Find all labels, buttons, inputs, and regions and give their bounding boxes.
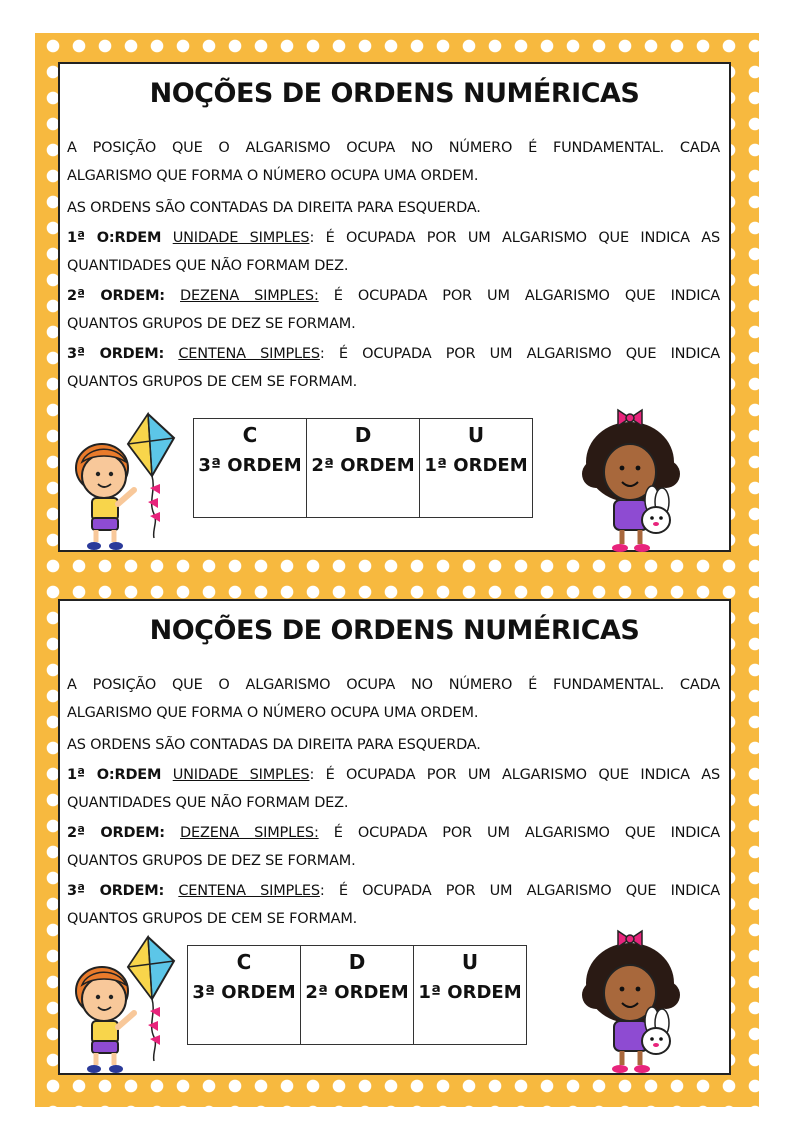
girl-with-bunny-illustration: [582, 404, 684, 554]
order-3-name: CENTENA SIMPLES: [178, 883, 320, 899]
boy-with-kite-illustration: [68, 933, 180, 1075]
order-2-paragraph: [67, 819, 720, 875]
order-1-description: : É OCUPADA POR UM ALGARISMO QUE INDICA AS: [309, 767, 720, 783]
header-cell-u: U: [420, 419, 533, 456]
order-2-line-2: QUANTOS GRUPOS DE DEZ SE FORMAM.: [67, 853, 356, 869]
order-2-paragraph: [67, 282, 720, 338]
order-3-line-2: QUANTOS GRUPOS DE CEM SE FORMAM.: [67, 374, 358, 390]
order-2-line-2: QUANTOS GRUPOS DE DEZ SE FORMAM.: [67, 316, 356, 332]
order-cell-3: 3ª ORDEM: [188, 982, 301, 1045]
direction-paragraph: [67, 731, 720, 759]
order-3-name: CENTENA SIMPLES: [178, 346, 320, 362]
order-3-paragraph: [67, 340, 720, 396]
order-cell-3: 3ª ORDEM: [194, 455, 307, 518]
order-1-line-2: QUANTIDADES QUE NÃO FORMAM DEZ.: [67, 795, 349, 811]
card-title: NOÇÕES DE ORDENS NUMÉRICAS: [149, 615, 640, 646]
order-2-label: 2ª ORDEM:: [67, 825, 165, 841]
header-cell-c: C: [194, 419, 307, 456]
intro-paragraph: [67, 671, 720, 727]
order-1-line-1: [67, 761, 720, 789]
card-body: [67, 671, 720, 933]
direction-line: AS ORDENS SÃO CONTADAS DA DIREITA PARA ESQUERDA.: [67, 737, 481, 753]
order-1-paragraph: [67, 224, 720, 280]
order-3-label: 3ª ORDEM:: [67, 346, 165, 362]
order-2-label: 2ª ORDEM:: [67, 288, 165, 304]
order-2-line-1: [67, 282, 720, 310]
order-3-label: 3ª ORDEM:: [67, 883, 165, 899]
card-body: [67, 134, 720, 396]
order-cell-1: 1ª ORDEM: [414, 982, 527, 1045]
order-1-line-2: QUANTIDADES QUE NÃO FORMAM DEZ.: [67, 258, 349, 274]
order-1-line-1: [67, 224, 720, 252]
intro-line-1: A POSIÇÃO QUE O ALGARISMO OCUPA NO NÚMERO É FUNDAMENTAL. CADA: [67, 677, 720, 693]
order-2-description: É OCUPADA POR UM ALGARISMO QUE INDICA: [318, 288, 720, 304]
girl-with-bunny-illustration: [582, 925, 684, 1075]
card-2: [58, 599, 731, 1075]
intro-line-2: ALGARISMO QUE FORMA O NÚMERO OCUPA UMA ORDEM.: [67, 168, 479, 184]
boy-with-kite-illustration: [68, 410, 180, 552]
order-3-line-1: [67, 340, 720, 368]
intro-paragraph: [67, 134, 720, 190]
header-cell-d: D: [307, 419, 420, 456]
orders-table: [193, 418, 533, 518]
order-cell-2: 2ª ORDEM: [301, 982, 414, 1045]
card-title: NOÇÕES DE ORDENS NUMÉRICAS: [149, 78, 640, 109]
order-2-name: DEZENA SIMPLES:: [180, 825, 319, 841]
order-1-name: UNIDADE SIMPLES: [172, 230, 310, 246]
order-1-label: 1ª O:RDEM: [67, 767, 162, 783]
direction-paragraph: [67, 194, 720, 222]
order-cell-1: 1ª ORDEM: [420, 455, 533, 518]
order-3-line-1: [67, 877, 720, 905]
direction-line: AS ORDENS SÃO CONTADAS DA DIREITA PARA ESQUERDA.: [67, 200, 481, 216]
orders-table: [187, 945, 527, 1045]
card-1: [58, 62, 731, 552]
order-1-paragraph: [67, 761, 720, 817]
header-cell-u: U: [414, 946, 527, 983]
order-2-line-1: [67, 819, 720, 847]
order-cell-2: 2ª ORDEM: [307, 455, 420, 518]
order-3-description: : É OCUPADA POR UM ALGARISMO QUE INDICA: [319, 346, 720, 362]
order-2-name: DEZENA SIMPLES:: [180, 288, 319, 304]
header-cell-d: D: [301, 946, 414, 983]
order-1-label: 1ª O:RDEM: [67, 230, 162, 246]
order-3-description: : É OCUPADA POR UM ALGARISMO QUE INDICA: [319, 883, 720, 899]
intro-line-2: ALGARISMO QUE FORMA O NÚMERO OCUPA UMA ORDEM.: [67, 705, 479, 721]
order-3-line-2: QUANTOS GRUPOS DE CEM SE FORMAM.: [67, 911, 358, 927]
intro-line-1: A POSIÇÃO QUE O ALGARISMO OCUPA NO NÚMERO É FUNDAMENTAL. CADA: [67, 140, 720, 156]
order-2-description: É OCUPADA POR UM ALGARISMO QUE INDICA: [318, 825, 720, 841]
order-1-name: UNIDADE SIMPLES: [172, 767, 310, 783]
order-1-description: : É OCUPADA POR UM ALGARISMO QUE INDICA AS: [309, 230, 720, 246]
header-cell-c: C: [188, 946, 301, 983]
